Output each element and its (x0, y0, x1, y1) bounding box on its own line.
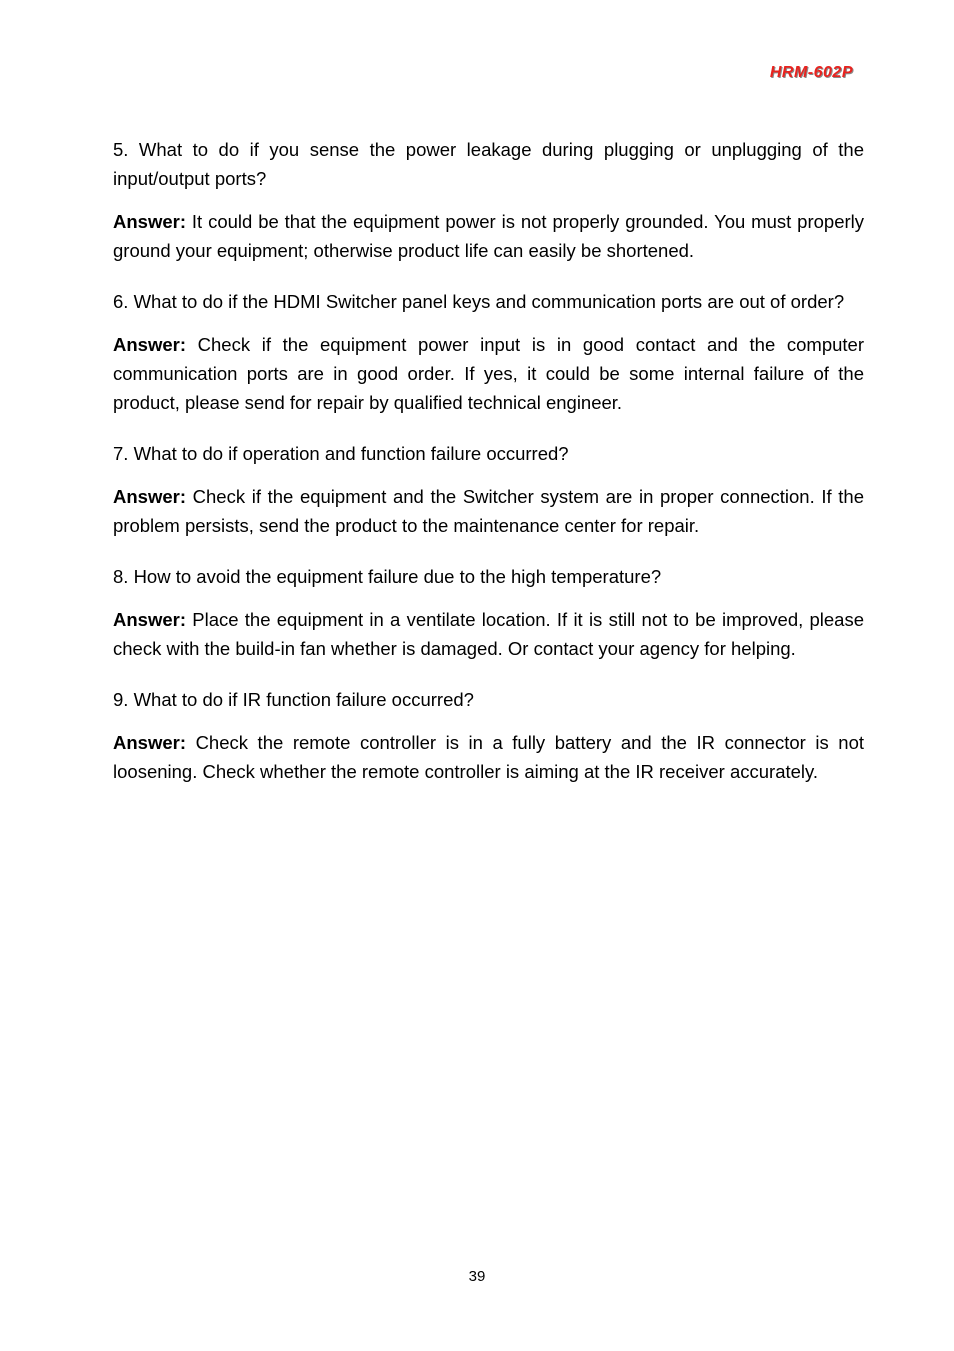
faq-answer (113, 728, 864, 786)
faq-item-5 (113, 135, 864, 265)
answer-label: Answer: (113, 486, 186, 507)
faq-answer (113, 207, 864, 265)
answer-text: Check if the equipment and the Switcher system are in proper connection. If the problem persists, send the product to the maintenance center for repair. (113, 486, 865, 536)
answer-label: Answer: (113, 732, 186, 753)
page-number: 39 (468, 1268, 486, 1285)
faq-answer (113, 330, 864, 417)
answer-label: Answer: (113, 609, 186, 630)
faq-question: 7. What to do if operation and function failure occurred? (113, 443, 569, 464)
answer-text: Check if the equipment power input is in good contact and the computer communication ports are in good order. If yes, it could be some internal failure of the product, please send for repair by qualified technical engineer. (113, 334, 864, 413)
faq-item-6 (113, 287, 864, 417)
answer-label: Answer: (113, 211, 186, 232)
header-model-name: HRM-602P (769, 64, 853, 81)
faq-answer (113, 605, 864, 663)
faq-question: 6. What to do if the HDMI Switcher panel keys and communication ports are out of order? (113, 291, 845, 312)
answer-text: It could be that the equipment power is not properly grounded. You must properly ground your equipment; otherwise product life can easily be shortened. (113, 211, 865, 261)
faq-question: 8. How to avoid the equipment failure due to the high temperature? (113, 566, 662, 587)
faq-question: 9. What to do if IR function failure occurred? (113, 689, 474, 710)
faq-content (113, 135, 864, 808)
faq-question: 5. What to do if you sense the power leakage during plugging or unplugging of the input/output ports? (113, 139, 864, 189)
faq-answer (113, 482, 864, 540)
answer-label: Answer: (113, 334, 186, 355)
answer-text: Place the equipment in a ventilate location. If it is still not to be improved, please check with the build-in fan whether is damaged. Or contact your agency for helping. (113, 609, 865, 659)
faq-item-9 (113, 685, 864, 786)
faq-item-8 (113, 562, 864, 663)
answer-text: Check the remote controller is in a fully battery and the IR connector is not loosening. Check whether the remote controller is aiming at the IR receiver accurately. (113, 732, 864, 782)
faq-item-7 (113, 439, 864, 540)
